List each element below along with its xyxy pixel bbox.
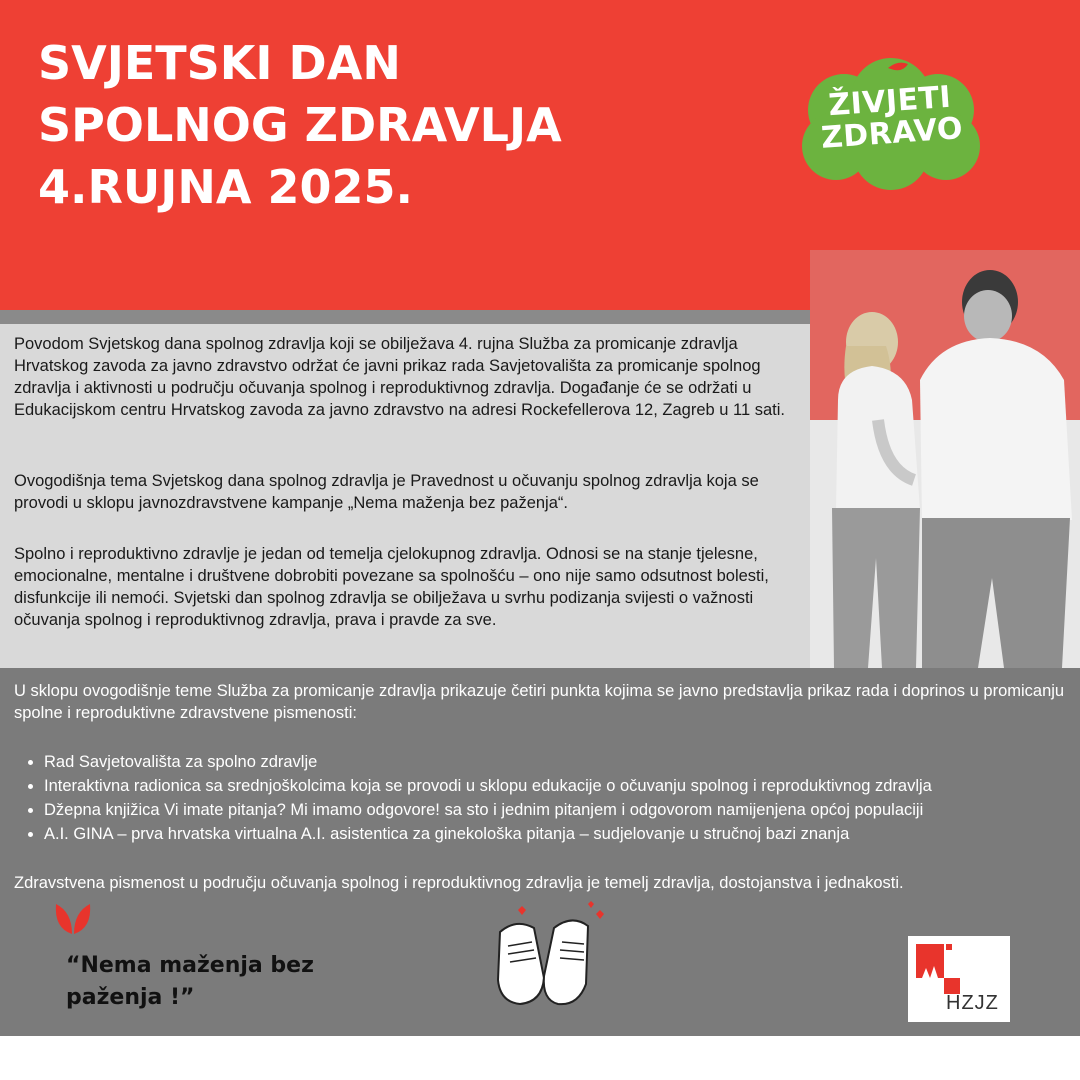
title-line-1: SVJETSKI DAN: [38, 36, 401, 90]
list-item: • Džepna knjižica Vi imate pitanja? Mi imamo odgovore! sa sto i jednim pitanjem i odgovorom namijenjena općoj populaciji: [44, 798, 1074, 822]
couple-photo: [810, 250, 1080, 668]
page-title: [38, 32, 638, 218]
divider-strip: [0, 310, 810, 324]
logo-text: ŽIVJETI ZDRAVO: [819, 79, 965, 156]
details-closing: Zdravstvena pismenost u području očuvanja spolnog i reproduktivnog zdravlja je temelj zdravlja, dostojanstva i jednakosti.: [14, 874, 904, 892]
leaf-icon: [52, 900, 94, 936]
points-list: [44, 750, 1074, 846]
campaign-slogan: “Nema maženja bez paženja !”: [66, 953, 314, 1010]
intro-paragraph-2: Ovogodišnja tema Svjetskog dana spolnog zdravlja je Pravednost u očuvanju spolnog zdravlja koja se provodi u sklopu javnozdravstvene kampanje „Nema maženja bez paženja“.: [14, 472, 759, 512]
list-item: • Rad Savjetovališta za spolno zdravlje: [44, 750, 1074, 774]
list-item: • Interaktivna radionica sa srednjoškolcima koja se provodi u sklopu edukacije o očuvanju spolnog i reproduktivnog zdravlja: [44, 774, 1074, 798]
intro-paragraph-1: Povodom Svjetskog dana spolnog zdravlja koji se obilježava 4. rujna Služba za promicanje zdravlja Hrvatskog zavoda za javno zdravstvo održat će javni prikaz rada Savjetovališta za promicanje spolnog zdravlja i aktivnosti u području očuvanja spolnog i reproduktivnog zdravlja. Događanje će se održati u Edukacijskom centru Hrvatskog zavoda za javno zdravstvo na adresi Rockefellerova 12, Zagreb u 11 sati.: [14, 335, 785, 419]
hzjz-logo-text: HZJZ: [946, 992, 999, 1014]
details-panel: [0, 668, 1080, 1036]
intro-panel: [0, 324, 810, 668]
sneakers-illustration: [488, 900, 618, 1008]
zivjeti-zdravo-logo: [796, 58, 986, 192]
intro-paragraph-3: Spolno i reproduktivno zdravlje je jedan od temelja cjelokupnog zdravlja. Odnosi se na stanje tjelesne, emocionalne, mentalne i društvene dobrobiti povezane sa spolnošću – ono nije samo odsutnost bolesti, disfunkcije ili nemoći. Svjetski dan spolnog zdravlja se obilježava u svrhu podizanja svijesti o važnosti očuvanja spolnog i reproduktivnog zdravlja, prava i pravde za sve.: [14, 545, 769, 629]
details-intro: U sklopu ovogodišnje teme Služba za promicanje zdravlja prikazuje četiri punkta kojima se javno predstavlja prikaz rada i doprinos u promicanju spolne i reproduktivne zdravstvene pismenosti:: [14, 682, 1065, 722]
list-item: • A.I. GINA – prva hrvatska virtualna A.I. asistentica za ginekološka pitanja – sudjelovanje u stručnoj bazi znanja: [44, 822, 1074, 846]
hzjz-logo: [908, 936, 1010, 1022]
title-line-3: 4.RUJNA 2025.: [38, 160, 413, 214]
title-line-2: SPOLNOG ZDRAVLJA: [38, 98, 562, 152]
